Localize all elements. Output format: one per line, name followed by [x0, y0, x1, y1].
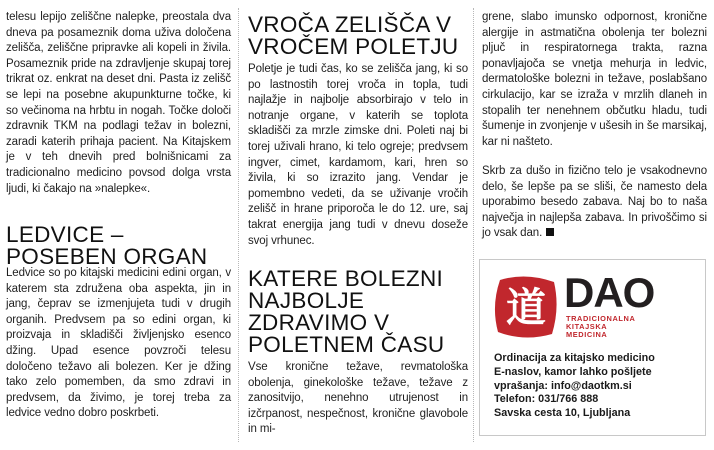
logo-subtitle-line: KITAJSKA [566, 322, 608, 331]
end-of-article-mark [546, 228, 554, 236]
logo-subtitle-line: MEDICINA [566, 330, 608, 339]
section-heading: LEDVICE – POSEBEN ORGAN [6, 222, 208, 269]
dao-seal-logo-icon [492, 274, 560, 340]
contact-address-line: Savska cesta 10, Ljubljana [494, 407, 631, 420]
section-heading: VROČA ZELIŠČA V VROČEM POLETJU [248, 12, 459, 59]
column-divider [238, 8, 239, 442]
contact-line: Ordinacija za kitajsko medicino [494, 352, 655, 364]
article-paragraph: Ledvice so po kitajski medicini edini organ, v katerem sta združena oba aspekta, jin in jang, čeprav se izmenjujeta tudi v drugih organih. Predvsem pa so edini organ, ki proizvaja in skladišči življenjsko esenco džing. Upad esence povzroči telesu določeno težavo ali bolezen. Ker je džing tako zelo pomemben, da smo zdravi in predvsem, da živimo, je torej treba za ledvice vedno dobro poskrbeti. [6, 267, 231, 420]
column-divider [473, 8, 474, 442]
closing-paragraph-text: Skrb za dušo in fizično telo je vsakodnevno delo, še lepše pa se sliši, če namesto dela uporabimo besedo zabava. Naj bo to naša največja in najlepša zabava. In privoščimo si jo vsak dan. [482, 165, 707, 240]
article-paragraph: Vse kronične težave, revmatološka obolenja, ginekološke težave, težave z zanositvijo, nenehno utrujenost in izčrpanost, nespečnost, kronične glavobole in mi- [248, 361, 468, 436]
section-heading: KATERE BOLEZNI NAJBOLJE ZDRAVIMO V POLETNEM ČASU [248, 266, 445, 357]
contact-info [494, 352, 699, 421]
svg-text:道: 道 [506, 284, 546, 331]
logo-wordmark: DAO [564, 269, 655, 316]
contact-line: E-naslov, kamor lahko pošljete [494, 365, 652, 378]
article-paragraph [482, 164, 707, 242]
clinic-advertisement [479, 259, 706, 436]
contact-phone-line: Telefon: 031/766 888 [494, 393, 599, 406]
article-paragraph: Poletje je tudi čas, ko se zelišča jang, ki so po lastnostih torej vroča in topla, tudi najlažje in najbolje absorbirajo v telo in notranje organe, v katerih se toplota skladišči za mrzle zimske dni. Poleti naj bi torej uživali hrano, ki telo ogreje; predvsem ingver, cimet, kardamom, kari, hren so živila, ki so izrazito jang. Vendar je pomembno vedeti, da se uživanje vročih zelišč in hrane priporoča le do 12. ure, saj takrat energija jang tudi v dnevu doseže svoj vrhunec. [248, 63, 468, 247]
contact-email-line[interactable]: vprašanja: info@daotkm.si [494, 379, 632, 392]
logo-subtitle-line: TRADICIONALNA [566, 314, 636, 323]
article-paragraph: telesu lepijo zeliščne nalepke, preostala dva dneva pa posameznik doma uživa določena zelišča, zeliščne pripravke ali kopeli in živila. Posameznik pride na zdravljenje skupaj torej trikrat oz. enkrat na deset dni. Pasta iz zelišč se lepi na posebne akupunkturne točke, ki so večinoma na hrbtu in nogah. Točke določi zdravnik TKM na podlagi težav in bolezni, zaradi katerih prihaja pacient. Na Kitajskem je v teh dnevih pred bolnišnicami za tradicionalno medicino povsod dolga vrsta ljudi, ki čakajo na »nalepke«. [6, 11, 231, 195]
logo-subtitle [566, 315, 635, 339]
article-paragraph: grene, slabo imunsko odpornost, kronične alergije in astmatična obolenja ter bolezni pljuč in respiratornega trakta, razna ponavljajoča se vnetja mehurja in ledvic, dermatološke bolezni in težave, poslabšano cirkulacijo, kar se izraža v mrzlih dlaneh in stopalih ter nenehnem občutku hladu, tudi šumenje in zvonjenje v ušesih in še marsikaj, kar ni našteto. [482, 11, 707, 148]
